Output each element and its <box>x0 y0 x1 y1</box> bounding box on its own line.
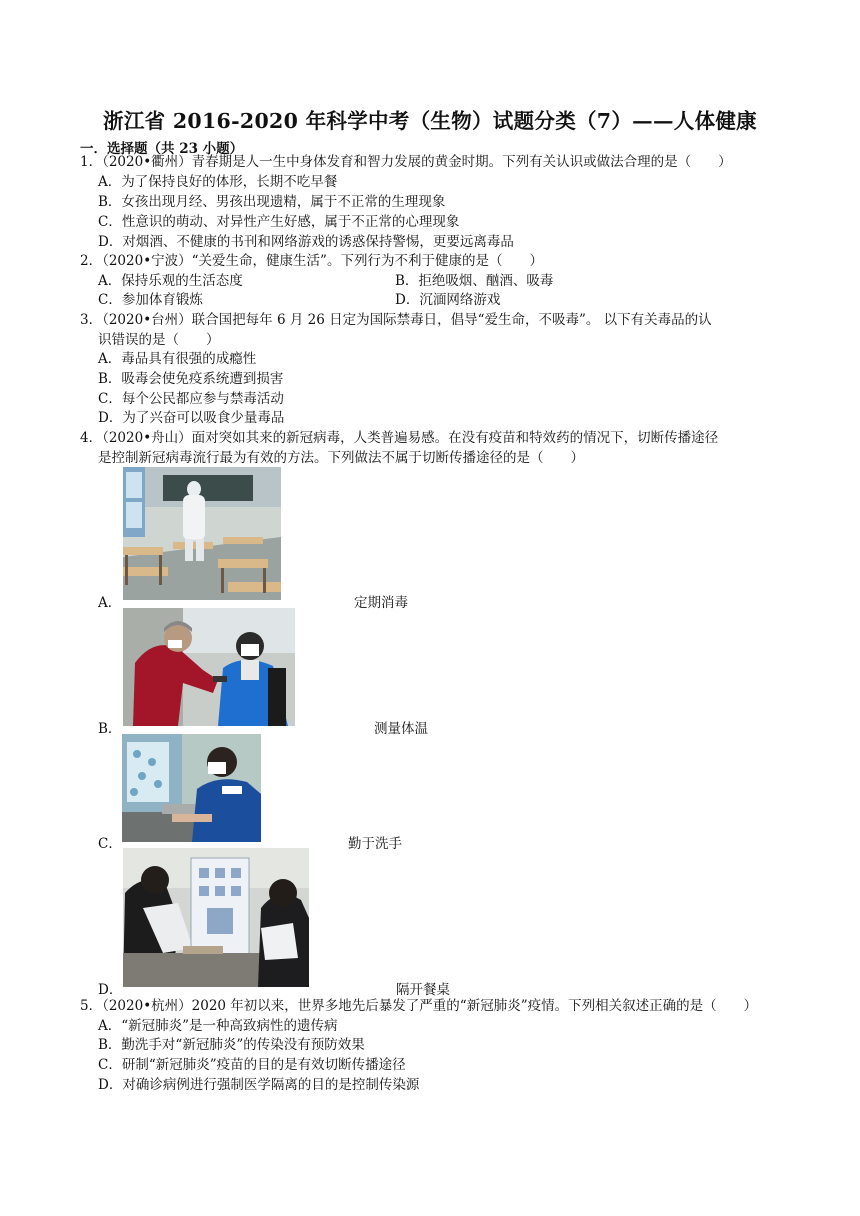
q4-option-d-label: D． <box>98 982 123 998</box>
q5-option-c: C．研制“新冠肺炎”疫苗的目的是有效切断传播途径 <box>98 1057 406 1073</box>
q4-option-a-caption: 定期消毒 <box>354 595 408 611</box>
q4-stem-line2: 是控制新冠病毒流行最为有效的方法。下列做法不属于切断传播途径的是（ ） <box>98 450 584 466</box>
q5-stem: 5．（2020•杭州）2020 年初以来，世界多地先后暴发了严重的“新冠肺炎”疫情。下列相关叙述正确的是（ ） <box>80 998 758 1014</box>
q2-stem: 2．（2020•宁波）“关爱生命，健康生活”。下列行为不利于健康的是（ ） <box>80 253 543 269</box>
q2-option-a: A．保持乐观的生活态度 <box>98 273 243 289</box>
q3-option-a: A．毒品具有很强的成瘾性 <box>98 351 257 367</box>
q4-option-d-caption: 隔开餐桌 <box>396 982 450 998</box>
photo-temperature-check <box>123 608 295 726</box>
q5-option-d: D．对确诊病例进行强制医学隔离的目的是控制传染源 <box>98 1077 420 1093</box>
q1-option-d: D．对烟酒、不健康的书刊和网络游戏的诱惑保持警惕，更要远离毒品 <box>98 234 514 250</box>
q4-option-c-caption: 勤于洗手 <box>348 836 402 852</box>
q3-option-b: B．吸毒会使免疫系统遭到损害 <box>98 371 284 387</box>
q3-stem-line2: 识错误的是（ ） <box>98 332 220 348</box>
photo-separated-tables <box>123 848 309 987</box>
section-heading: 一．选择题（共 23 小题） <box>80 141 244 157</box>
q4-option-b-caption: 测量体温 <box>374 721 428 737</box>
q1-option-c: C．性意识的萌动、对异性产生好感，属于不正常的心理现象 <box>98 214 460 230</box>
q4-stem-line1: 4．（2020•舟山）面对突如其来的新冠病毒，人类普遍易感。在没有疫苗和特效药的情况下，切断传播途径 <box>80 430 719 446</box>
q3-option-c: C．每个公民都应参与禁毒活动 <box>98 391 284 407</box>
q4-option-a-label: A． <box>98 595 122 611</box>
q1-stem: 1．（2020•衢州）青春期是人一生中身体发育和智力发展的黄金时期。下列有关认识或做法合理的是（ ） <box>80 154 732 170</box>
q4-option-b-label: B． <box>98 721 122 737</box>
photo-hand-washing <box>122 734 261 842</box>
q2-option-c: C．参加体育锻炼 <box>98 292 203 308</box>
q5-option-a: A．“新冠肺炎”是一种高致病性的遗传病 <box>98 1018 338 1034</box>
q1-option-b: B．女孩出现月经、男孩出现遗精，属于不正常的生理现象 <box>98 194 446 210</box>
q4-option-c-label: C． <box>98 836 122 852</box>
q3-option-d: D．为了兴奋可以吸食少量毒品 <box>98 410 285 426</box>
q2-option-b: B．拒绝吸烟、酗酒、吸毒 <box>395 273 554 289</box>
page-title: 浙江省 2016-2020 年科学中考（生物）试题分类（7）——人体健康 <box>103 109 757 133</box>
q5-option-b: B．勤洗手对“新冠肺炎”的传染没有预防效果 <box>98 1037 365 1053</box>
q1-option-a: A．为了保持良好的体形，长期不吃早餐 <box>98 174 338 190</box>
q3-stem-line1: 3．（2020•台州）联合国把每年 6 月 26 日定为国际禁毒日，倡导“爱生命，不吸毒”。 以下有关毒品的认 <box>80 312 712 328</box>
photo-classroom-disinfection <box>123 467 281 600</box>
q2-option-d: D．沉湎网络游戏 <box>395 292 501 308</box>
